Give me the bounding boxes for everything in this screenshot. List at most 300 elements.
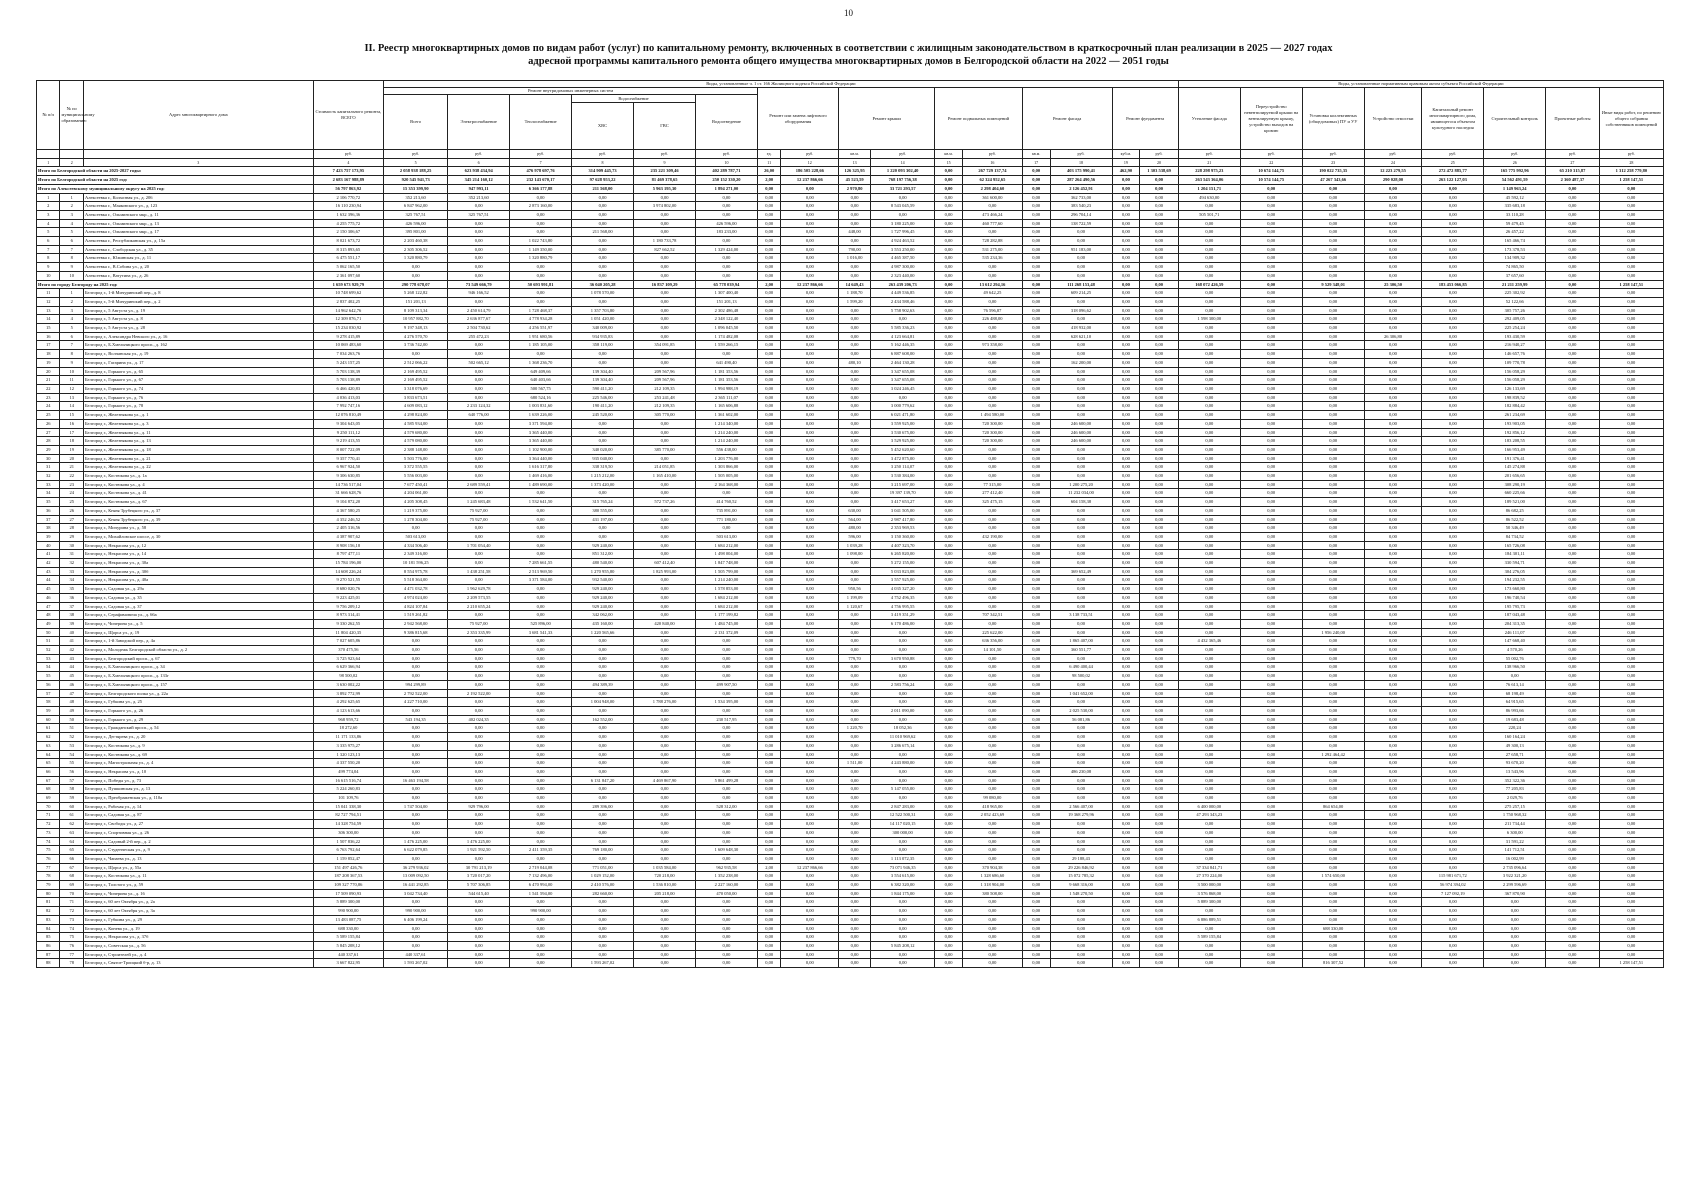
total-value: 1 303 538,69 [1140, 167, 1179, 176]
row-value: 0,00 [839, 271, 871, 280]
row-value: 0,00 [1050, 628, 1112, 637]
row-value: 0,00 [757, 263, 780, 272]
row-value: 0,00 [510, 602, 572, 611]
row-value: 0,00 [1022, 811, 1050, 820]
row-value: 0,00 [1112, 454, 1140, 463]
row-value: 0,00 [1422, 698, 1484, 707]
row-value: 0,00 [757, 898, 780, 907]
row-value: 1 632 396,36 [313, 210, 383, 219]
row-value: 1 181 353,56 [695, 367, 757, 376]
row-value: 0,00 [1140, 872, 1179, 881]
row-value: 0,00 [1422, 550, 1484, 559]
row-value: 126 133,69 [1484, 384, 1546, 393]
row-value: 0,00 [962, 463, 1022, 472]
row-value: 418 932,00 [1050, 324, 1112, 333]
row-value: 0,00 [1364, 376, 1422, 385]
row-value: 0,00 [1022, 585, 1050, 594]
row-value: 0,00 [757, 297, 780, 306]
row-value: 3 922 321,20 [1484, 872, 1546, 881]
row-value: 0,00 [1364, 611, 1422, 620]
row-value: 0,00 [384, 924, 448, 933]
row-value: 0,00 [1050, 402, 1112, 411]
row-value: 0,00 [1050, 698, 1112, 707]
row-value: 0,00 [1112, 463, 1140, 472]
row-value: 0,00 [1140, 854, 1179, 863]
row-value: 0,00 [962, 907, 1022, 916]
row-value: 0,00 [1422, 219, 1484, 228]
row-number: 30 [37, 454, 60, 463]
row-value: 0,00 [781, 498, 839, 507]
row-value: 0,00 [1050, 271, 1112, 280]
row-value: 0,00 [1140, 393, 1179, 402]
row-value: 1 320 880,79 [510, 254, 572, 263]
total-value: 10 674 144,75 [1240, 167, 1302, 176]
row-value: 0,00 [634, 941, 696, 950]
row-value: 0,00 [1599, 428, 1663, 437]
row-value: 0,00 [1546, 933, 1599, 942]
row-value: 640 776,00 [448, 411, 510, 420]
row-value: 0,00 [1112, 802, 1140, 811]
total-value: 263 439 206,73 [871, 280, 935, 289]
row-value: 395 801,00 [384, 228, 448, 237]
table-row [37, 776, 1664, 785]
row-value: 0,00 [1112, 550, 1140, 559]
row-value: 0,00 [839, 924, 871, 933]
row-value: 0,00 [1022, 559, 1050, 568]
row-number: 75 [37, 846, 60, 855]
row-number: 31 [37, 463, 60, 472]
row-value: 0,00 [1140, 202, 1179, 211]
row-value: 0,00 [448, 245, 510, 254]
row-value: 0,00 [448, 550, 510, 559]
row-value: 0,00 [1140, 576, 1179, 585]
table-row [37, 559, 1664, 568]
row-value: 0,00 [1599, 454, 1663, 463]
row-value: 2 353 335,99 [448, 628, 510, 637]
row-value: 0,00 [1178, 672, 1240, 681]
row-value: 0,00 [757, 611, 780, 620]
row-value: 0,00 [1022, 550, 1050, 559]
table-row [37, 228, 1664, 237]
row-value: 0,00 [1599, 637, 1663, 646]
row-number: 33 [37, 480, 60, 489]
row-value: 0,00 [839, 376, 871, 385]
row-value: 0,00 [1364, 350, 1422, 359]
row-value: 0,00 [935, 332, 963, 341]
row-value: 0,00 [935, 306, 963, 315]
unit-cell [83, 150, 313, 159]
row-value: 0,00 [448, 445, 510, 454]
row-value: 187 208 367,53 [313, 872, 383, 881]
row-value: 0,00 [695, 759, 757, 768]
row-value: 0,00 [1178, 506, 1240, 515]
row-value: 0,00 [1546, 559, 1599, 568]
row-mo-number: 9 [60, 358, 83, 367]
row-value: 0,00 [1364, 707, 1422, 716]
row-value: 0,00 [1112, 785, 1140, 794]
row-mo-number: 51 [60, 724, 83, 733]
row-value: 0,00 [1422, 402, 1484, 411]
row-value: 0,00 [1112, 532, 1140, 541]
column-number-cell: 7 [510, 158, 572, 167]
row-value: 500 567,75 [510, 384, 572, 393]
row-value: 0,00 [757, 959, 780, 968]
row-value: 1 541 594,00 [510, 889, 572, 898]
row-value: 86 993,66 [1484, 707, 1546, 716]
row-value: 0,00 [1112, 324, 1140, 333]
row-value: 0,00 [962, 837, 1022, 846]
row-value: 0,00 [448, 559, 510, 568]
header-insulation: Утепление фасада [1178, 88, 1240, 150]
row-mo-number: 74 [60, 924, 83, 933]
row-value: 0,00 [572, 811, 634, 820]
row-value: 165 466,74 [1484, 237, 1546, 246]
row-value: 0,00 [871, 924, 935, 933]
row-value: 0,00 [1302, 315, 1364, 324]
row-value: 0,00 [1240, 550, 1302, 559]
row-value: 0,00 [839, 393, 871, 402]
row-value: 0,00 [1422, 602, 1484, 611]
row-value: 0,00 [1112, 881, 1140, 890]
row-value: 139 304,40 [572, 376, 634, 385]
row-value: 0,00 [1546, 315, 1599, 324]
units-row [37, 150, 1664, 159]
row-value: 0,00 [757, 654, 780, 663]
row-value: 0,00 [1546, 472, 1599, 481]
row-value: 0,00 [1599, 472, 1663, 481]
row-value: 0,00 [572, 828, 634, 837]
row-value: 5 556 003,00 [384, 472, 448, 481]
row-value: 0,00 [1599, 837, 1663, 846]
row-value: 0,00 [935, 315, 963, 324]
row-value: 0,00 [1112, 237, 1140, 246]
row-value: 0,00 [1240, 724, 1302, 733]
table-row [37, 541, 1664, 550]
row-mo-number: 36 [60, 593, 83, 602]
row-value: 0,00 [1599, 680, 1663, 689]
row-value: 2 150 306,67 [313, 228, 383, 237]
row-value: 0,00 [757, 358, 780, 367]
row-value: 0,00 [1302, 524, 1364, 533]
row-value: 0,00 [1599, 524, 1663, 533]
row-value: 0,00 [935, 654, 963, 663]
row-value: 1 039,28 [839, 541, 871, 550]
row-value: 0,00 [1050, 602, 1112, 611]
row-value: 1 051 420,00 [572, 315, 634, 324]
row-value: 0,00 [1022, 776, 1050, 785]
row-value: 0,00 [634, 680, 696, 689]
row-value: 0,00 [1050, 376, 1112, 385]
row-value: 0,00 [1422, 811, 1484, 820]
row-value: 0,00 [1050, 785, 1112, 794]
row-value: 3 365 440,00 [510, 428, 572, 437]
row-value: 0,00 [935, 428, 963, 437]
row-value: 480,10 [839, 358, 871, 367]
row-value: 0,00 [1422, 576, 1484, 585]
table-row [37, 881, 1664, 890]
unit-cell: руб. [1240, 150, 1302, 159]
total-value: 2 126 452,91 [1050, 184, 1112, 193]
row-value: 0,00 [1178, 541, 1240, 550]
row-value: 0,00 [781, 576, 839, 585]
row-value: 0,00 [871, 689, 935, 698]
total-value: 16 837 109,29 [634, 280, 696, 289]
row-value: 0,00 [695, 689, 757, 698]
total-value: 5 963 195,30 [634, 184, 696, 193]
total-value: 45 523,59 [839, 176, 871, 185]
row-value: 0,00 [1050, 750, 1112, 759]
row-value: 0,00 [1546, 358, 1599, 367]
row-value: 0,00 [962, 263, 1022, 272]
row-value: 10 181 596,25 [384, 559, 448, 568]
row-value: 354 091,85 [634, 341, 696, 350]
row-value: 0,00 [448, 393, 510, 402]
row-mo-number: 28 [60, 524, 83, 533]
row-value: 0,00 [1240, 324, 1302, 333]
row-value: 86 522,52 [1484, 515, 1546, 524]
row-value: 0,00 [1422, 828, 1484, 837]
unit-cell: руб. [1140, 150, 1179, 159]
row-value: 0,00 [572, 263, 634, 272]
row-address: Белгород г., Садовый 2-й пер., д. 2 [83, 837, 313, 846]
row-address: Алексеевка г., Республиканская ул., д. 15а [83, 237, 313, 246]
table-row [37, 306, 1664, 315]
row-value: 0,00 [781, 515, 839, 524]
row-value: 0,00 [1178, 428, 1240, 437]
row-address: Белгород г., Михайловское шоссе, д. 30 [83, 532, 313, 541]
row-value: 0,00 [634, 933, 696, 942]
row-value: 0,00 [1546, 907, 1599, 916]
row-value: 0,00 [839, 237, 871, 246]
row-value: 0,00 [572, 767, 634, 776]
row-value: 0,00 [1546, 445, 1599, 454]
row-value: 0,00 [510, 854, 572, 863]
row-value: 0,00 [1546, 698, 1599, 707]
column-number-cell: 6 [448, 158, 510, 167]
row-number: 21 [37, 376, 60, 385]
row-mo-number: 44 [60, 663, 83, 672]
row-value: 0,00 [1178, 733, 1240, 742]
row-value: 1 684 212,00 [695, 541, 757, 550]
row-mo-number: 60 [60, 802, 83, 811]
row-value: 0,00 [1546, 707, 1599, 716]
row-value: 0,00 [1546, 237, 1599, 246]
row-value: 0,00 [757, 619, 780, 628]
row-value: 402 024,35 [448, 715, 510, 724]
row-value: 0,00 [1484, 941, 1546, 950]
column-numbers-row [37, 158, 1664, 167]
table-row [37, 646, 1664, 655]
row-value: 609 214,25 [1050, 289, 1112, 298]
total-value: 0,00 [1140, 184, 1179, 193]
row-mo-number: 34 [60, 576, 83, 585]
row-value: 13 483 087,75 [313, 915, 383, 924]
table-row [37, 393, 1664, 402]
row-value: 0,00 [695, 915, 757, 924]
row-value: 0,00 [1546, 733, 1599, 742]
row-value: 0,00 [935, 828, 963, 837]
row-value: 0,00 [1364, 802, 1422, 811]
row-value: 0,00 [962, 376, 1022, 385]
row-value: 0,00 [757, 846, 780, 855]
row-value: 8 021 673,72 [313, 237, 383, 246]
row-value: 0,00 [1178, 559, 1240, 568]
column-number-cell: 18 [1050, 158, 1112, 167]
column-number-cell: 20 [1140, 158, 1179, 167]
row-value: 6 382 320,00 [871, 881, 935, 890]
row-value: 0,00 [1140, 254, 1179, 263]
row-address: Белгород г., Князя Трубецкого ул., д. 37 [83, 506, 313, 515]
row-value: 0,00 [1178, 715, 1240, 724]
row-value: 0,00 [1240, 454, 1302, 463]
row-value: 14 608 226,24 [313, 567, 383, 576]
row-value: 1 357 703,80 [572, 306, 634, 315]
row-value: 0,00 [1240, 559, 1302, 568]
row-value: 0,00 [1546, 193, 1599, 202]
row-value: 1 507 836,22 [313, 837, 383, 846]
row-value: 0,00 [695, 663, 757, 672]
row-value: 0,00 [1364, 228, 1422, 237]
row-number: 8 [37, 254, 60, 263]
row-value: 0,00 [935, 794, 963, 803]
row-value: 0,00 [1022, 367, 1050, 376]
row-value: 0,00 [1302, 350, 1364, 359]
row-value: 2 583 756,24 [871, 680, 935, 689]
row-value: 0,00 [935, 959, 963, 968]
row-value: 0,00 [1302, 898, 1364, 907]
row-value: 779,70 [839, 654, 871, 663]
total-value: 0,00 [1302, 184, 1364, 193]
row-value: 0,00 [1178, 454, 1240, 463]
row-value: 0,00 [1302, 367, 1364, 376]
total-value: 1 659 673 929,79 [313, 280, 383, 289]
row-address: Алексеевка г., В.Собина ул., д. 20 [83, 263, 313, 272]
row-value: 0,00 [757, 950, 780, 959]
row-value: 300 000,00 [871, 828, 935, 837]
row-value: 0,00 [781, 750, 839, 759]
row-value: 6 131 847,20 [572, 776, 634, 785]
row-value: 1 278 304,00 [384, 515, 448, 524]
row-value: 0,00 [1422, 959, 1484, 968]
row-value: 3 529 925,00 [871, 437, 935, 446]
row-value: 4 205 308,45 [384, 498, 448, 507]
row-value: 0,00 [1112, 524, 1140, 533]
table-row [37, 654, 1664, 663]
row-mo-number: 52 [60, 733, 83, 742]
row-value: 0,00 [1112, 663, 1140, 672]
row-value: 0,00 [1302, 219, 1364, 228]
table-row [37, 532, 1664, 541]
row-value: 435 160,00 [572, 619, 634, 628]
row-value: 0,00 [871, 959, 935, 968]
row-value: 0,00 [448, 611, 510, 620]
row-address: Алексеевка г., Ольминского мкр., д. 13 [83, 219, 313, 228]
row-value: 0,00 [781, 332, 839, 341]
row-value: 0,00 [935, 724, 963, 733]
row-value: 56 081,86 [1050, 715, 1112, 724]
row-value: 0,00 [1050, 733, 1112, 742]
row-value: 0,00 [1022, 689, 1050, 698]
row-value: 0,00 [1364, 663, 1422, 672]
row-value: 0,00 [1422, 419, 1484, 428]
row-value: 0,00 [1240, 854, 1302, 863]
row-value: 0,00 [1022, 794, 1050, 803]
row-value: 3 667 822,95 [313, 959, 383, 968]
row-value: 0,00 [1178, 489, 1240, 498]
row-value: 191 376,41 [1484, 454, 1546, 463]
row-value: 3 554 615,00 [871, 872, 935, 881]
column-number-cell: 24 [1364, 158, 1422, 167]
row-value: 0,00 [781, 463, 839, 472]
row-value: 0,00 [1178, 411, 1240, 420]
total-value: 21 211 259,99 [1484, 280, 1546, 289]
row-value: 0,00 [781, 854, 839, 863]
row-mo-number: 22 [60, 472, 83, 481]
row-value: 426 596,00 [384, 219, 448, 228]
row-value: 5 845 208,12 [871, 941, 935, 950]
row-value: 0,00 [1302, 567, 1364, 576]
row-value: 0,00 [1422, 846, 1484, 855]
row-value: 75 927,00 [448, 619, 510, 628]
total-value: 190 022 735,35 [1302, 167, 1364, 176]
row-value: 0,00 [839, 680, 871, 689]
row-value: 0,00 [1022, 872, 1050, 881]
row-value: 0,00 [1599, 776, 1663, 785]
row-value: 0,00 [1140, 524, 1179, 533]
row-value: 0,00 [962, 724, 1022, 733]
row-value: 0,00 [1364, 237, 1422, 246]
row-value: 0,00 [781, 619, 839, 628]
row-number: 25 [37, 411, 60, 420]
row-value: 0,00 [781, 254, 839, 263]
row-value: 0,00 [1178, 384, 1240, 393]
total-value: 65 778 039,94 [695, 280, 757, 289]
row-value: 0,00 [384, 271, 448, 280]
row-value: 3 041 505,00 [871, 506, 935, 515]
row-value: 1 180 733,78 [634, 237, 696, 246]
row-value: 0,00 [871, 776, 935, 785]
row-value: 0,00 [1302, 741, 1364, 750]
row-value: 0,00 [695, 811, 757, 820]
row-value: 680 524,16 [510, 393, 572, 402]
row-value: 289 396,00 [572, 802, 634, 811]
row-value: 0,00 [1599, 802, 1663, 811]
row-value: 10 748 699,62 [313, 289, 383, 298]
row-value: 0,00 [1302, 210, 1364, 219]
row-value: 0,00 [935, 811, 963, 820]
row-value: 0,00 [1599, 210, 1663, 219]
row-value: 75 927,00 [448, 506, 510, 515]
row-value: 0,00 [1178, 567, 1240, 576]
row-value: 0,00 [781, 889, 839, 898]
row-value: 4 579 680,00 [384, 428, 448, 437]
row-value: 0,00 [1422, 924, 1484, 933]
row-value: 0,00 [384, 263, 448, 272]
row-address: Белгород г., Железнякова ул., д. 3 [83, 419, 313, 428]
total-value: 165 775 992,96 [1484, 167, 1546, 176]
row-value: 212 109,35 [634, 384, 696, 393]
table-row [37, 863, 1664, 872]
total-value: 6 366 177,88 [510, 184, 572, 193]
total-value: 263 122 127,03 [1422, 176, 1484, 185]
row-value: 816 307,52 [1302, 959, 1364, 968]
row-value: 0,00 [510, 593, 572, 602]
header-electric: Электроснабжение [448, 95, 510, 150]
row-value: 0,00 [448, 959, 510, 968]
row-value: 0,00 [1178, 585, 1240, 594]
row-value: 0,00 [695, 202, 757, 211]
row-value: 0,00 [1178, 219, 1240, 228]
